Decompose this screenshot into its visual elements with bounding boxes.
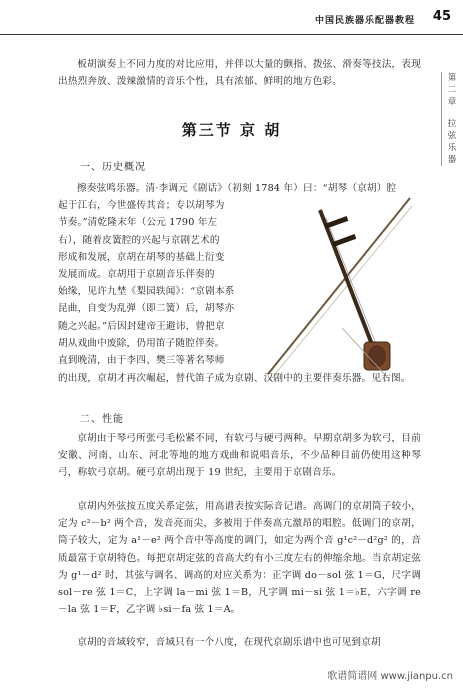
- side-tab-char: 拉: [447, 119, 457, 129]
- text-line: 形成和发展，京胡在胡琴的基础上衍变: [58, 251, 225, 263]
- page-number: 45: [432, 9, 451, 24]
- site-watermark: 歌谱简谱网 www.jianpu.cn: [327, 671, 453, 682]
- performance-paragraph-3: 京胡的音域较窄，音域只有一个八度，在现代京剧乐谱中也可见到京胡: [77, 637, 381, 648]
- intro-paragraph: 板胡演奏上不同力度的对比应用，并伴以大量的颤指、拨弦、滑奏等技法，表现出热烈奔放、泼辣激情的音乐个性，具有浓郁、鲜明的地方色彩。: [58, 59, 421, 88]
- text-line: 发展而成。京胡用于京剧音乐伴奏的: [58, 269, 215, 281]
- side-tab-char: 第: [447, 73, 457, 83]
- side-tab-char: 器: [447, 155, 457, 165]
- text-line: 直到晚清，由于李四、樊三等著名琴师: [58, 355, 225, 367]
- section-title: 第三节 京 胡: [181, 121, 282, 139]
- side-tab-char: 章: [447, 97, 457, 107]
- text-line: 擦奏弦鸣乐器。清·李调元《剧话》（初刻 1784 年）曰：“胡琴（京胡）腔: [77, 183, 397, 194]
- side-tab-char: 乐: [447, 143, 457, 153]
- running-header: [0, 0, 463, 35]
- text-line: 昆曲，自变为乱弹（即二簧）后，胡琴亦: [58, 303, 235, 315]
- book-title: 中国民族器乐配器教程: [314, 16, 415, 26]
- text-line: 胡从戏曲中废除，仍用笛子随腔伴奏。: [58, 337, 225, 349]
- side-tab-char: 弦: [447, 131, 457, 141]
- text-line: 节奏。”清乾隆末年（公元 1790 年左: [58, 217, 218, 229]
- performance-heading: 二、性能: [80, 414, 124, 425]
- history-heading: 一、历史概况: [80, 162, 146, 173]
- jinghu-illustration: [262, 178, 414, 388]
- text-line: 起于江右，今世盛传其音；专以胡琴为: [58, 200, 225, 212]
- performance-paragraph-2: 京胡内外弦按五度关系定弦，用高谱表按实际音记谱。高调门的京胡筒子较小，定为 c²－b² 两个音，发音亮而尖，多被用于伴奏高亢激昂的唱腔。低调门的京胡，筒子较大，定为 a¹－e² 两个音中等高度的调门，如定为两个音 g¹c²－d²g² 的，音质最富于京胡特色。每把京胡定弦的音高大约有小三度左右的伸缩余地。当京胡定弦为 g¹－d² 时，其弦与调名、调高的对应关系为：正字调 do－sol 弦 1＝G，尺字调 sol－re 弦 1＝C，上字调 la－mi 弦 1＝B，凡字调 mi－si 弦 1＝♭E，六字调 re－la 弦 1＝F，乙字调 ♭si－fa 弦 1＝A。: [58, 501, 421, 616]
- performance-paragraph-1: 京胡由于琴弓所张弓毛松紧不同，有软弓与硬弓两种。早期京胡多为软弓，目前安徽、河南、山东、河北等地的地方戏曲和说唱音乐，不少品种目前仍使用这种琴弓，称软弓京胡。硬弓京胡出现于 19 世纪，主要用于京剧音乐。: [58, 433, 421, 479]
- text-line: 始缘，见许九埜《梨园轶闻》：“京剧本系: [58, 286, 235, 298]
- text-line: 随之兴起。”后因封建帝王避讳，曾把京: [58, 320, 225, 332]
- side-tab-char: 二: [447, 85, 457, 95]
- history-wrapped-text: [58, 180, 397, 369]
- text-line: 右），随着皮簧腔的兴起与京剧艺术的: [58, 234, 220, 246]
- history-tail: 的出现，京胡才再次崛起，替代笛子成为京剧、汉剧中的主要伴奏乐器。见右图。: [58, 373, 411, 384]
